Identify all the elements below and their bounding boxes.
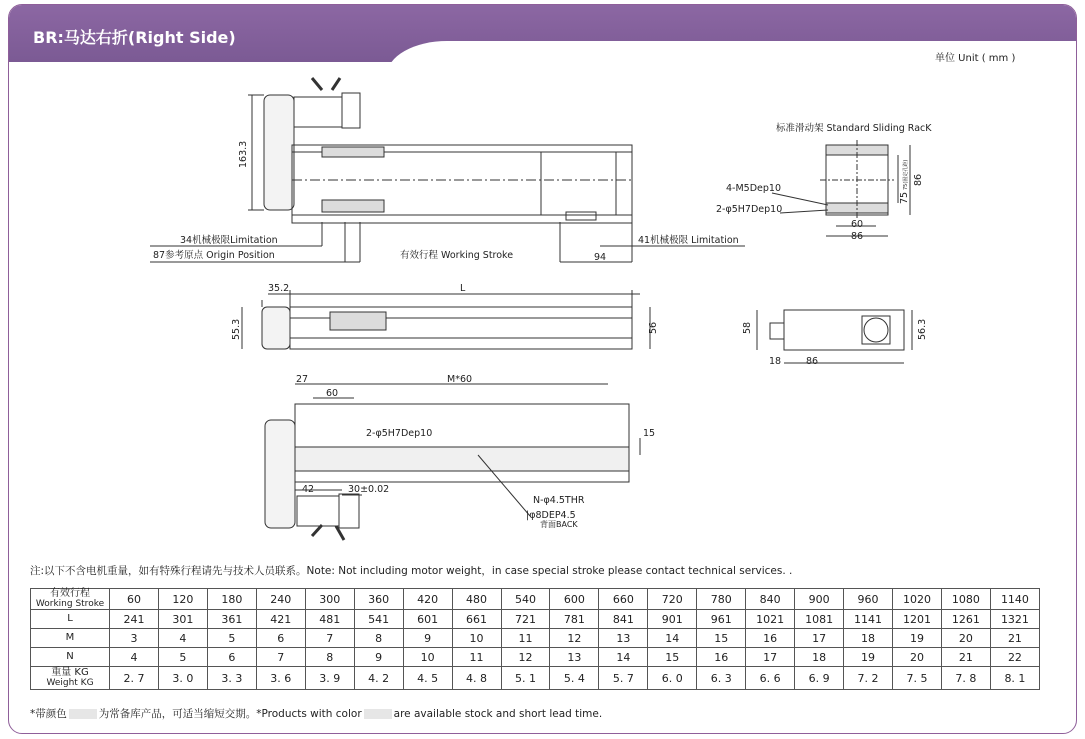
- table-row-weight: [31, 667, 1040, 690]
- table-cell-weight: 6. 0: [648, 667, 697, 690]
- table-cell-M: 7: [305, 629, 354, 648]
- table-cell-stroke: 1080: [941, 589, 990, 610]
- table-cell-L: 961: [697, 610, 746, 629]
- weight-header: [31, 667, 110, 690]
- back-label: 背面BACK: [540, 520, 578, 529]
- table-cell-weight: 3. 9: [305, 667, 354, 690]
- rack-small-label: 75(固定孔距): [903, 159, 909, 190]
- dep-label: |φ8DEP4.5: [526, 510, 576, 521]
- table-cell-N: 18: [795, 648, 844, 667]
- L-header: L: [31, 610, 110, 629]
- table-cell-M: 19: [893, 629, 942, 648]
- table-cell-L: 661: [452, 610, 501, 629]
- table-cell-weight: 3. 6: [256, 667, 305, 690]
- table-row-stroke: [31, 589, 1040, 610]
- table-cell-stroke: 300: [305, 589, 354, 610]
- table-cell-weight: 7. 5: [893, 667, 942, 690]
- table-row-L: [31, 610, 1040, 629]
- dim-56-3: 56.3: [917, 318, 928, 340]
- table-cell-N: 14: [599, 648, 648, 667]
- table-cell-L: 1021: [746, 610, 795, 629]
- table-cell-stroke: 420: [403, 589, 452, 610]
- table-cell-stroke: 840: [746, 589, 795, 610]
- table-cell-N: 7: [256, 648, 305, 667]
- table-cell-L: 1141: [844, 610, 893, 629]
- table-cell-M: 14: [648, 629, 697, 648]
- table-cell-L: 781: [550, 610, 599, 629]
- table-cell-stroke: 360: [354, 589, 403, 610]
- table-cell-weight: 3. 0: [158, 667, 207, 690]
- table-cell-N: 4: [110, 648, 159, 667]
- table-cell-weight: 2. 7: [110, 667, 159, 690]
- table-cell-stroke: 900: [795, 589, 844, 610]
- dim-60-rack: 60: [851, 219, 864, 230]
- table-cell-L: 421: [256, 610, 305, 629]
- table-cell-stroke: 720: [648, 589, 697, 610]
- table-cell-stroke: 660: [599, 589, 648, 610]
- table-cell-weight: 7. 8: [941, 667, 990, 690]
- thr-label: N-φ4.5THR: [533, 495, 585, 506]
- table-cell-stroke: 600: [550, 589, 599, 610]
- table-cell-stroke: 1140: [990, 589, 1039, 610]
- dim-163-3: 163.3: [238, 140, 249, 168]
- table-cell-stroke: 480: [452, 589, 501, 610]
- table-cell-weight: 4. 5: [403, 667, 452, 690]
- table-cell-N: 6: [207, 648, 256, 667]
- table-cell-weight: 7. 2: [844, 667, 893, 690]
- dim-15: 15: [643, 428, 656, 439]
- table-cell-L: 481: [305, 610, 354, 629]
- dim-60-top: 60: [326, 388, 339, 399]
- stroke-header: [31, 589, 110, 610]
- dim-L: L: [460, 283, 466, 294]
- footnote-before: *带颜色: [30, 708, 67, 720]
- pin-mid-label: 2-φ5H7Dep10: [366, 428, 433, 439]
- table-cell-N: 20: [893, 648, 942, 667]
- table-cell-stroke: 120: [158, 589, 207, 610]
- table-cell-M: 12: [550, 629, 599, 648]
- weight-header-en: Weight KG: [46, 678, 94, 688]
- table-cell-weight: 3. 3: [207, 667, 256, 690]
- table-cell-L: 901: [648, 610, 697, 629]
- table-cell-N: 15: [648, 648, 697, 667]
- table-cell-M: 11: [501, 629, 550, 648]
- stroke-spec-table: [30, 588, 1040, 690]
- limit-41-label: 41机械极限 Limitation: [638, 235, 739, 246]
- table-row-N: [31, 648, 1040, 667]
- table-cell-M: 6: [256, 629, 305, 648]
- table-cell-M: 17: [795, 629, 844, 648]
- table-cell-L: 301: [158, 610, 207, 629]
- table-cell-L: 1201: [893, 610, 942, 629]
- sliding-rack-drawing: [772, 140, 910, 236]
- table-cell-M: 4: [158, 629, 207, 648]
- table-cell-M: 15: [697, 629, 746, 648]
- table-cell-M: 16: [746, 629, 795, 648]
- dim-30: 30±0.02: [348, 484, 390, 495]
- table-cell-L: 601: [403, 610, 452, 629]
- footnote-middle: 为常备库产品，可适当缩短交期。*Products with color: [98, 708, 362, 720]
- table-cell-N: 12: [501, 648, 550, 667]
- weight-header-zh: 重量 KG: [51, 667, 89, 678]
- limit-34-label: 34机械极限Limitation: [180, 235, 278, 246]
- dim-56: 56: [648, 321, 659, 334]
- table-cell-M: 3: [110, 629, 159, 648]
- footnote-after: are available stock and short lead time.: [393, 708, 603, 720]
- dim-18: 18: [769, 356, 782, 367]
- dim-86-side: 86: [913, 173, 924, 186]
- table-cell-M: 20: [941, 629, 990, 648]
- table-cell-N: 8: [305, 648, 354, 667]
- dim-75: 75: [899, 191, 910, 204]
- working-stroke-label: 有效行程 Working Stroke: [400, 250, 514, 261]
- dim-58: 58: [742, 321, 753, 334]
- weight-note: 注:以下不含电机重量，如有特殊行程请先与技术人员联系。Note: Not including motor weight，in case special stroke please contact technical services. .: [30, 565, 793, 577]
- dim-86-rack: 86: [851, 231, 864, 242]
- table-cell-L: 1321: [990, 610, 1039, 629]
- dim-42: 42: [302, 484, 315, 495]
- table-cell-M: 13: [599, 629, 648, 648]
- table-cell-L: 841: [599, 610, 648, 629]
- table-cell-N: 9: [354, 648, 403, 667]
- dim-27: 27: [296, 374, 309, 385]
- table-cell-L: 241: [110, 610, 159, 629]
- side-view-drawing: [242, 290, 650, 349]
- table-cell-L: 721: [501, 610, 550, 629]
- table-cell-weight: 4. 2: [354, 667, 403, 690]
- pin-top-label: 2-φ5H7Dep10: [716, 204, 783, 215]
- section-title: BR:马达右折(Right Side): [33, 28, 236, 47]
- table-cell-weight: 6. 9: [795, 667, 844, 690]
- table-cell-weight: 4. 8: [452, 667, 501, 690]
- dim-94: 94: [594, 252, 607, 263]
- table-cell-weight: 5. 7: [599, 667, 648, 690]
- M-header: M: [31, 629, 110, 648]
- table-cell-L: 1261: [941, 610, 990, 629]
- stroke-header-zh: 有效行程: [50, 588, 90, 599]
- table-cell-stroke: 180: [207, 589, 256, 610]
- table-cell-stroke: 780: [697, 589, 746, 610]
- bottom-view-drawing: [265, 384, 640, 540]
- table-cell-M: 5: [207, 629, 256, 648]
- table-cell-stroke: 240: [256, 589, 305, 610]
- table-cell-weight: 6. 3: [697, 667, 746, 690]
- unit-label: 单位 Unit ( mm ): [935, 53, 1016, 64]
- table-cell-N: 10: [403, 648, 452, 667]
- dim-86-bottom: 86: [806, 356, 819, 367]
- table-cell-stroke: 1020: [893, 589, 942, 610]
- table-cell-N: 13: [550, 648, 599, 667]
- stock-color-swatch: [69, 709, 97, 719]
- table-cell-N: 16: [697, 648, 746, 667]
- dim-M60: M*60: [447, 374, 473, 385]
- table-cell-M: 8: [354, 629, 403, 648]
- table-cell-M: 18: [844, 629, 893, 648]
- table-cell-M: 21: [990, 629, 1039, 648]
- table-cell-N: 21: [941, 648, 990, 667]
- table-cell-weight: 8. 1: [990, 667, 1039, 690]
- table-row-M: [31, 629, 1040, 648]
- table-cell-stroke: 960: [844, 589, 893, 610]
- table-cell-N: 5: [158, 648, 207, 667]
- dim-55-3: 55.3: [231, 318, 242, 340]
- N-header: N: [31, 648, 110, 667]
- table-cell-weight: 5. 1: [501, 667, 550, 690]
- table-cell-stroke: 540: [501, 589, 550, 610]
- table-cell-L: 1081: [795, 610, 844, 629]
- table-cell-N: 17: [746, 648, 795, 667]
- table-cell-stroke: 60: [110, 589, 159, 610]
- stock-footnote: [30, 706, 602, 721]
- table-cell-M: 9: [403, 629, 452, 648]
- table-cell-N: 11: [452, 648, 501, 667]
- table-cell-L: 361: [207, 610, 256, 629]
- dim-35-2: 35.2: [268, 283, 290, 294]
- table-cell-weight: 6. 6: [746, 667, 795, 690]
- table-cell-weight: 5. 4: [550, 667, 599, 690]
- stroke-header-en: Working Stroke: [35, 599, 105, 609]
- m5-label: 4-M5Dep10: [726, 183, 781, 194]
- sliding-rack-title: 标准滑动架 Standard Sliding RacK: [776, 123, 932, 134]
- table-cell-L: 541: [354, 610, 403, 629]
- origin-87-label: 87参考原点 Origin Position: [153, 250, 275, 261]
- stock-color-swatch-2: [364, 709, 392, 719]
- table-cell-N: 22: [990, 648, 1039, 667]
- table-cell-N: 19: [844, 648, 893, 667]
- table-cell-M: 10: [452, 629, 501, 648]
